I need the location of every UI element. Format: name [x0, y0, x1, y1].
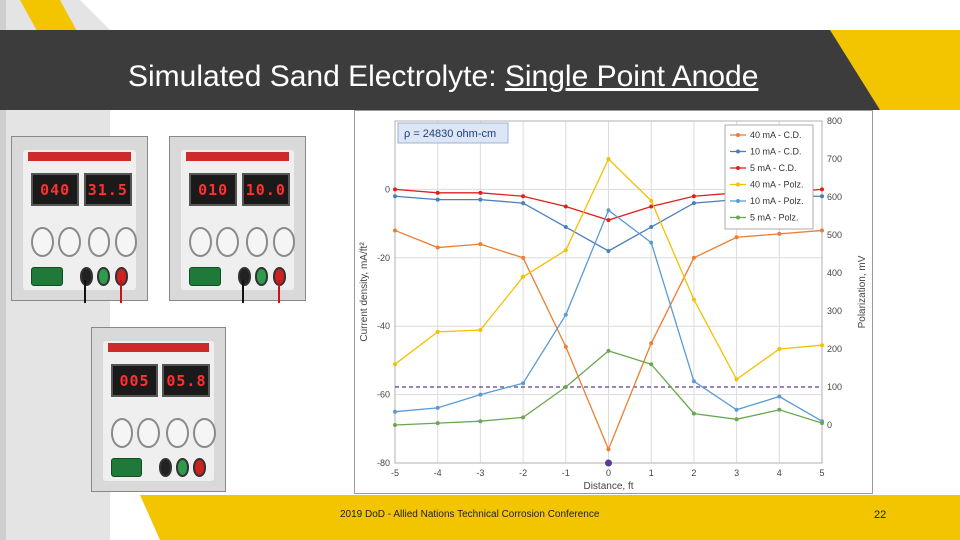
x-tick-label: -3	[476, 468, 485, 478]
psu-knob	[189, 227, 212, 257]
data-point	[478, 191, 482, 195]
data-point	[607, 249, 611, 253]
y2-tick-label: 800	[827, 116, 843, 126]
psu-lead-black	[242, 280, 244, 303]
psu-voltage-display: 10.0	[242, 173, 291, 206]
y2-tick-label: 500	[827, 230, 843, 240]
data-point	[649, 241, 653, 245]
legend-label: 40 mA - Polz.	[750, 179, 804, 190]
data-point	[777, 347, 781, 351]
data-point	[607, 157, 611, 161]
data-point	[777, 395, 781, 399]
chart-container	[354, 110, 873, 494]
y-tick-label: -60	[376, 389, 390, 400]
legend-label: 10 mA - Polz.	[750, 196, 804, 206]
data-point	[649, 362, 653, 366]
psu-lead-red	[120, 280, 122, 303]
legend-label: 10 mA - C.D.	[750, 146, 802, 157]
x-tick-label: -5	[390, 468, 400, 478]
data-point	[478, 242, 482, 246]
legend-swatch-marker	[736, 216, 740, 220]
data-point	[692, 379, 696, 383]
data-point	[607, 349, 611, 353]
y-tick-label: 0	[384, 184, 390, 195]
psu-jack-black	[159, 458, 172, 477]
psu-knob	[216, 227, 239, 257]
data-point	[478, 419, 482, 423]
x-tick-label: -1	[561, 468, 570, 478]
y2-tick-label: 700	[827, 154, 843, 164]
data-point	[692, 412, 696, 416]
psu-knob	[115, 227, 138, 257]
x-tick-label: -2	[519, 468, 528, 478]
psu-current-display: 040	[31, 173, 80, 206]
psu-power-switch	[189, 267, 221, 285]
data-point	[436, 246, 440, 250]
data-point	[777, 232, 781, 236]
y2-tick-label: 100	[827, 382, 843, 392]
data-point	[521, 194, 525, 198]
data-point	[436, 421, 440, 425]
data-point	[735, 377, 739, 381]
data-point	[735, 417, 739, 421]
data-point	[478, 198, 482, 202]
data-point	[478, 328, 482, 332]
data-point	[521, 275, 525, 279]
y2-tick-label: 600	[827, 192, 843, 202]
power-supply-photo-10mA	[169, 136, 306, 301]
data-point	[436, 406, 440, 410]
data-point	[564, 345, 568, 349]
y2-tick-label: 400	[827, 268, 843, 278]
slide-title-text: Simulated Sand Electrolyte:	[128, 60, 505, 93]
y2-axis-label: Polarization, mV	[857, 255, 868, 329]
psu-knob	[88, 227, 111, 257]
data-point	[692, 298, 696, 302]
legend-swatch-marker	[736, 150, 740, 154]
x-tick-label: 3	[734, 468, 740, 478]
anode-marker	[605, 460, 612, 467]
psu-lead-black	[84, 280, 86, 303]
slide-title-underlined: Single Point Anode	[504, 60, 759, 93]
psu-knob	[246, 227, 269, 257]
data-point	[393, 362, 397, 366]
data-point	[393, 194, 397, 198]
psu-knob	[166, 418, 189, 448]
data-point	[820, 343, 824, 347]
psu-knob	[58, 227, 81, 257]
psu-voltage-display: 05.8	[162, 364, 210, 397]
y-tick-label: -80	[376, 458, 390, 468]
psu-brand-strip	[108, 343, 209, 353]
psu-power-switch	[111, 458, 142, 476]
psu-knob	[111, 418, 134, 448]
data-point	[521, 381, 525, 385]
legend-swatch-marker	[736, 133, 740, 137]
data-point	[820, 194, 824, 198]
x-tick-label: 1	[648, 468, 654, 478]
x-tick-label: 4	[776, 468, 782, 478]
data-point	[393, 423, 397, 427]
psu-brand-strip	[28, 152, 131, 162]
data-point	[649, 341, 653, 345]
psu-current-display: 010	[189, 173, 238, 206]
data-point	[521, 256, 525, 260]
psu-voltage-display: 31.5	[84, 173, 133, 206]
x-tick-label: 2	[691, 468, 697, 478]
x-tick-label: 0	[605, 468, 612, 478]
psu-lead-red	[278, 280, 280, 303]
legend-label: 40 mA - C.D.	[750, 130, 802, 140]
psu-knob	[273, 227, 296, 257]
y-tick-label: -40	[376, 321, 390, 332]
data-point	[735, 235, 739, 239]
data-point	[521, 201, 525, 205]
data-point	[478, 393, 482, 397]
psu-brand-strip	[186, 152, 289, 162]
legend-swatch-marker	[736, 183, 740, 187]
data-point	[820, 228, 824, 232]
data-point	[564, 313, 568, 317]
data-point	[607, 218, 611, 222]
psu-jack-black	[238, 267, 251, 286]
data-point	[393, 187, 397, 191]
psu-power-switch	[31, 267, 63, 285]
resistivity-annotation: ρ = 24830 ohm-cm	[404, 128, 497, 140]
legend-swatch-marker	[736, 166, 740, 170]
data-point	[393, 228, 397, 232]
psu-jack-black	[80, 267, 93, 286]
data-point	[564, 385, 568, 389]
x-axis-label: Distance, ft	[583, 481, 634, 492]
legend-label: 5 mA - C.D.	[750, 163, 797, 173]
legend-label: 5 mA - Polz.	[750, 212, 799, 223]
power-supply-photo-40mA	[11, 136, 148, 301]
y2-tick-label: 200	[827, 344, 843, 354]
y-axis-label: Current density, mA/ft²	[359, 242, 370, 342]
data-point	[436, 198, 440, 202]
data-point	[607, 447, 611, 451]
data-point	[820, 421, 824, 425]
data-point	[692, 256, 696, 260]
x-tick-label: -4	[433, 468, 442, 478]
data-point	[692, 194, 696, 198]
data-point	[735, 408, 739, 412]
data-point	[564, 205, 568, 209]
psu-knob	[193, 418, 216, 448]
data-point	[521, 415, 525, 419]
y-tick-label: -20	[376, 252, 390, 263]
data-point	[649, 225, 653, 229]
psu-knob	[137, 418, 160, 448]
data-point	[777, 408, 781, 412]
power-supply-photo-5mA	[91, 327, 226, 492]
slide-title	[128, 60, 758, 94]
data-point	[607, 208, 611, 212]
data-point	[564, 225, 568, 229]
data-point	[564, 248, 568, 252]
psu-knob	[31, 227, 54, 257]
psu-jack-green	[176, 458, 189, 477]
data-point	[436, 330, 440, 334]
y2-tick-label: 300	[827, 306, 843, 316]
legend-swatch-marker	[736, 199, 740, 203]
data-point	[393, 410, 397, 414]
data-point	[436, 191, 440, 195]
data-point	[649, 199, 653, 203]
polarization-chart	[355, 111, 872, 493]
psu-current-display: 005	[111, 364, 159, 397]
page-number: 22	[874, 509, 887, 521]
data-point	[692, 201, 696, 205]
data-point	[820, 187, 824, 191]
y2-tick-label: 0	[827, 420, 833, 430]
footer-conference: 2019 DoD - Allied Nations Technical Corrosion Conference	[340, 509, 600, 520]
x-tick-label: 5	[819, 468, 825, 478]
